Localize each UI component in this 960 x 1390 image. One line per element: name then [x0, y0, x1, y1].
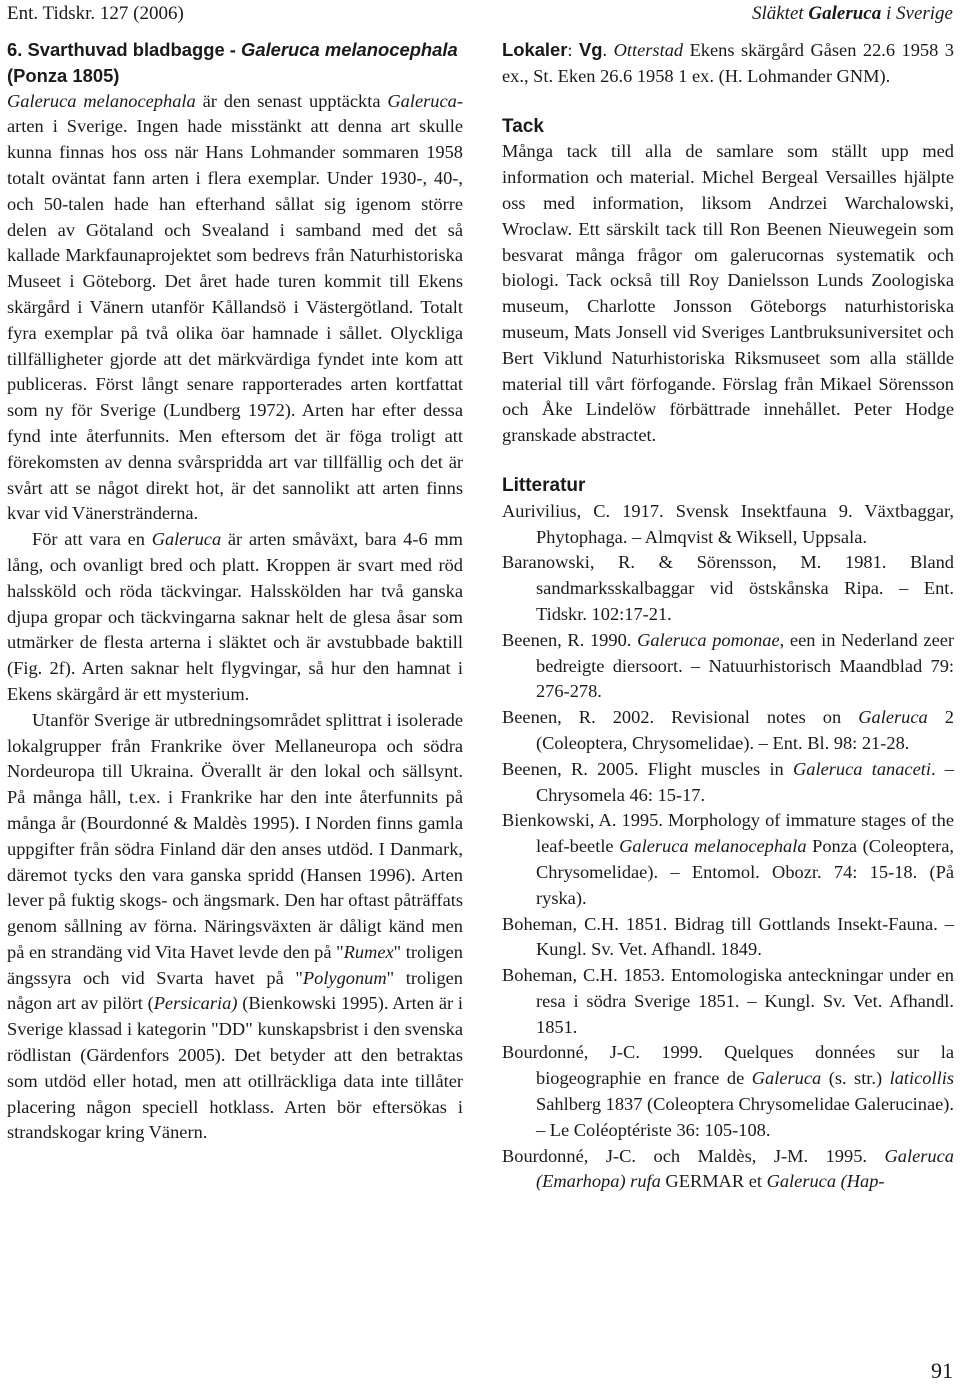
running-title [752, 3, 953, 25]
paragraph-description: För att vara en Galeruca är arten småväxt, bara 4-6 mm lång, och ovanligt bred och platt. Kroppen är svart med röd halssköld och röda täckvingar. Halsskölden har två ganska djupa gropar och täckvingarna saknar helt de glesa åsar som utmärker de flesta arterna i släktet och är avstubbade baktill (Fig. 2f). Arten saknar helt flygvingar, så hur den hamnat i Ekens skärgård är ett mysterium. [7, 529, 463, 704]
tack-paragraph: Många tack till alla de samlare som ställt upp med information och material. Michel Bergeal Versailles hjälpte oss med information, liksom Andrzei Warchalowski, Wroclaw. Ett särskilt tack till Ron Beenen Nieuwegein som besvarat många frågor om galerucornas systematik och biologi. Tack också till Roy Danielsson Lunds Zoologiska museum, Charlotte Jonsson Göteborgs naturhistoriska museum, Mats Jonsell vid Sveriges Lantbruksuniversitet och Bert Viklund Naturhistoriska Riksmuseet som alla ställde material till vårt förfogande. Förslag från Mikael Sörensson och Åke Lindelöw förbättrade innehållet. Peter Hodge granskade abstractet. [502, 141, 954, 446]
tack-heading: Tack [502, 115, 544, 137]
litteratur-heading: Litteratur [502, 474, 586, 496]
lokaler-paragraph: Lokaler: Vg. Otterstad Ekens skärgård Gåsen 22.6 1958 3 ex., St. Eken 26.6 1958 1 ex. (H. Lohmander GNM). [502, 39, 954, 86]
reference-list [502, 499, 954, 1196]
right-column [502, 37, 954, 1195]
reference-item: Beenen, R. 2002. Revisional notes on Galeruca 2 (Coleoptera, Chrysomelidae). – Ent. Bl. 98: 21-28. [502, 707, 954, 753]
paragraph-distribution: Utanför Sverige är utbredningsområdet splittrat i isolerade lokalgrupper från Frankrike över Mellaneuropa och södra Nordeuropa till Ukraina. Överallt är den lokal och sällsynt. På många håll, t.ex. i Frankrike har den inte återfunnits på många år (Bourdonné & Maldès 1995). I Norden finns gamla uppgifter från södra Finland där den anses utdöd. I Danmark, däremot tycks den vara ganska spridd (Hansen 1996). Arten lever på fuktig skogs- och ängsmark. Den har oftast påträffats genom sållning av förna. Näringsväxten är dåligt känd men på en strandäng vid Vita Havet levde den på "Rumex" troligen ängssyra och vid Svarta havet på "Polygonum" troligen någon art av pilört (Persicaria) (Bienkowski 1995). Arten är i Sverige klassad i kategorin "DD" kunskapsbrist i den svenska rödlistan (Gärdenfors 2005). Det betyder att den betraktas som utdöd eller hotad, men att otillräckliga data inte tillåter placering någon speciell hotklass. Arten bör eftersökas i strandskogar kring Vänern. [7, 709, 463, 1143]
reference-item: Bourdonné, J-C. 1999. Quelques données sur la biogeographie en france de Galeruca (s. str.) laticollis Sahlberg 1837 (Coleoptera Chrysomelidae Galerucinae). – Le Coléoptériste 36: 105-108. [502, 1042, 954, 1140]
reference-item: Boheman, C.H. 1853. Entomologiska anteckningar under en resa i södra Sverige 1851. – Kungl. Sv. Vet. Afhandl. 1851. [502, 965, 954, 1037]
reference-item: Boheman, C.H. 1851. Bidrag till Gottlands Insekt-Fauna. – Kungl. Sv. Vet. Afhandl. 1849. [502, 913, 954, 960]
lokaler-label: Lokaler [502, 39, 568, 60]
left-column [7, 37, 463, 1146]
parish-name: Otterstad [613, 40, 684, 60]
reference-item: Bienkowski, A. 1995. Morphology of immature stages of the leaf-beetle Galeruca melanocephala Ponza (Coleoptera, Chrysomelidae). – Entomol. Obozr. 74: 15-18. (På ryska). [502, 810, 954, 908]
province-code: Vg [579, 39, 603, 60]
reference-item: Beenen, R. 1990. Galeruca pomonae, een in Nederland zeer bedreigte diersoort. – Natuurhistorisch Maandblad 79: 276-278. [502, 629, 955, 702]
reference-item: Beenen, R. 2005. Flight muscles in Galeruca tanaceti. – Chrysomela 46: 15-17. [502, 758, 954, 805]
running-title-genus: Galeruca [808, 3, 882, 24]
running-title-pre: Släktet [751, 3, 809, 24]
reference-item: Bourdonné, J-C. och Maldès, J-M. 1995. Galeruca (Emarhopa) rufa GERMAR et Galeruca (Hap- [502, 1145, 954, 1192]
journal-header: Ent. Tidskr. 127 (2006) [7, 3, 184, 24]
paragraph-intro: Galeruca melanocephala är den senast upptäckta Galeruca-arten i Sverige. Ingen hade misstänkt att denna art skulle kunna finnas hos oss när Hans Lohmander sommaren 1958 totalt oväntat fann arten i flera exemplar. Under 1930-, 40-, och 50-talen hade han efterhand sållat sig igenom större delen av Götaland och Svealand i samband med det så kallade Markfaunaprojektet som bedrevs från Naturhistoriska Museet i Göteborg. Det året hade turen kommit till Ekens skärgård i Vänern utanför Kållandsö i Västergötland. Totalt fyra exemplar på två olika öar hamnade i sållet. Olyckliga tillfälligheter gjorde att det märkvärdiga fyndet inte kom att publiceras. Först långt senare rapporterades arten kortfattat som ny för Sverige (Lundberg 1972). Arten har efter dessa fynd inte återfunnits. Men eftersom det är föga troligt att förekomsten av denna svårspridda art var tillfällig och det är svårt att se något direkt hot, är det sannolikt att arten finns kvar vid Vänerstränderna. [7, 90, 463, 524]
reference-item: Aurivilius, C. 1917. Svensk Insektfauna 9. Växtbaggar, Phytophaga. – Almqvist & Wiksell, Uppsala. [502, 500, 954, 547]
running-title-post: i Sverige [881, 3, 953, 24]
reference-item: Baranowski, R. & Sörensson, M. 1981. Bland sandmarksskalbaggar vid östskånska Ripa. – Ent. Tidskr. 102:17-21. [502, 552, 954, 624]
species-title: 6. Svarthuvad bladbagge - Galeruca melanocephala (Ponza 1805) [7, 39, 458, 86]
page-number: 91 [931, 1358, 953, 1383]
